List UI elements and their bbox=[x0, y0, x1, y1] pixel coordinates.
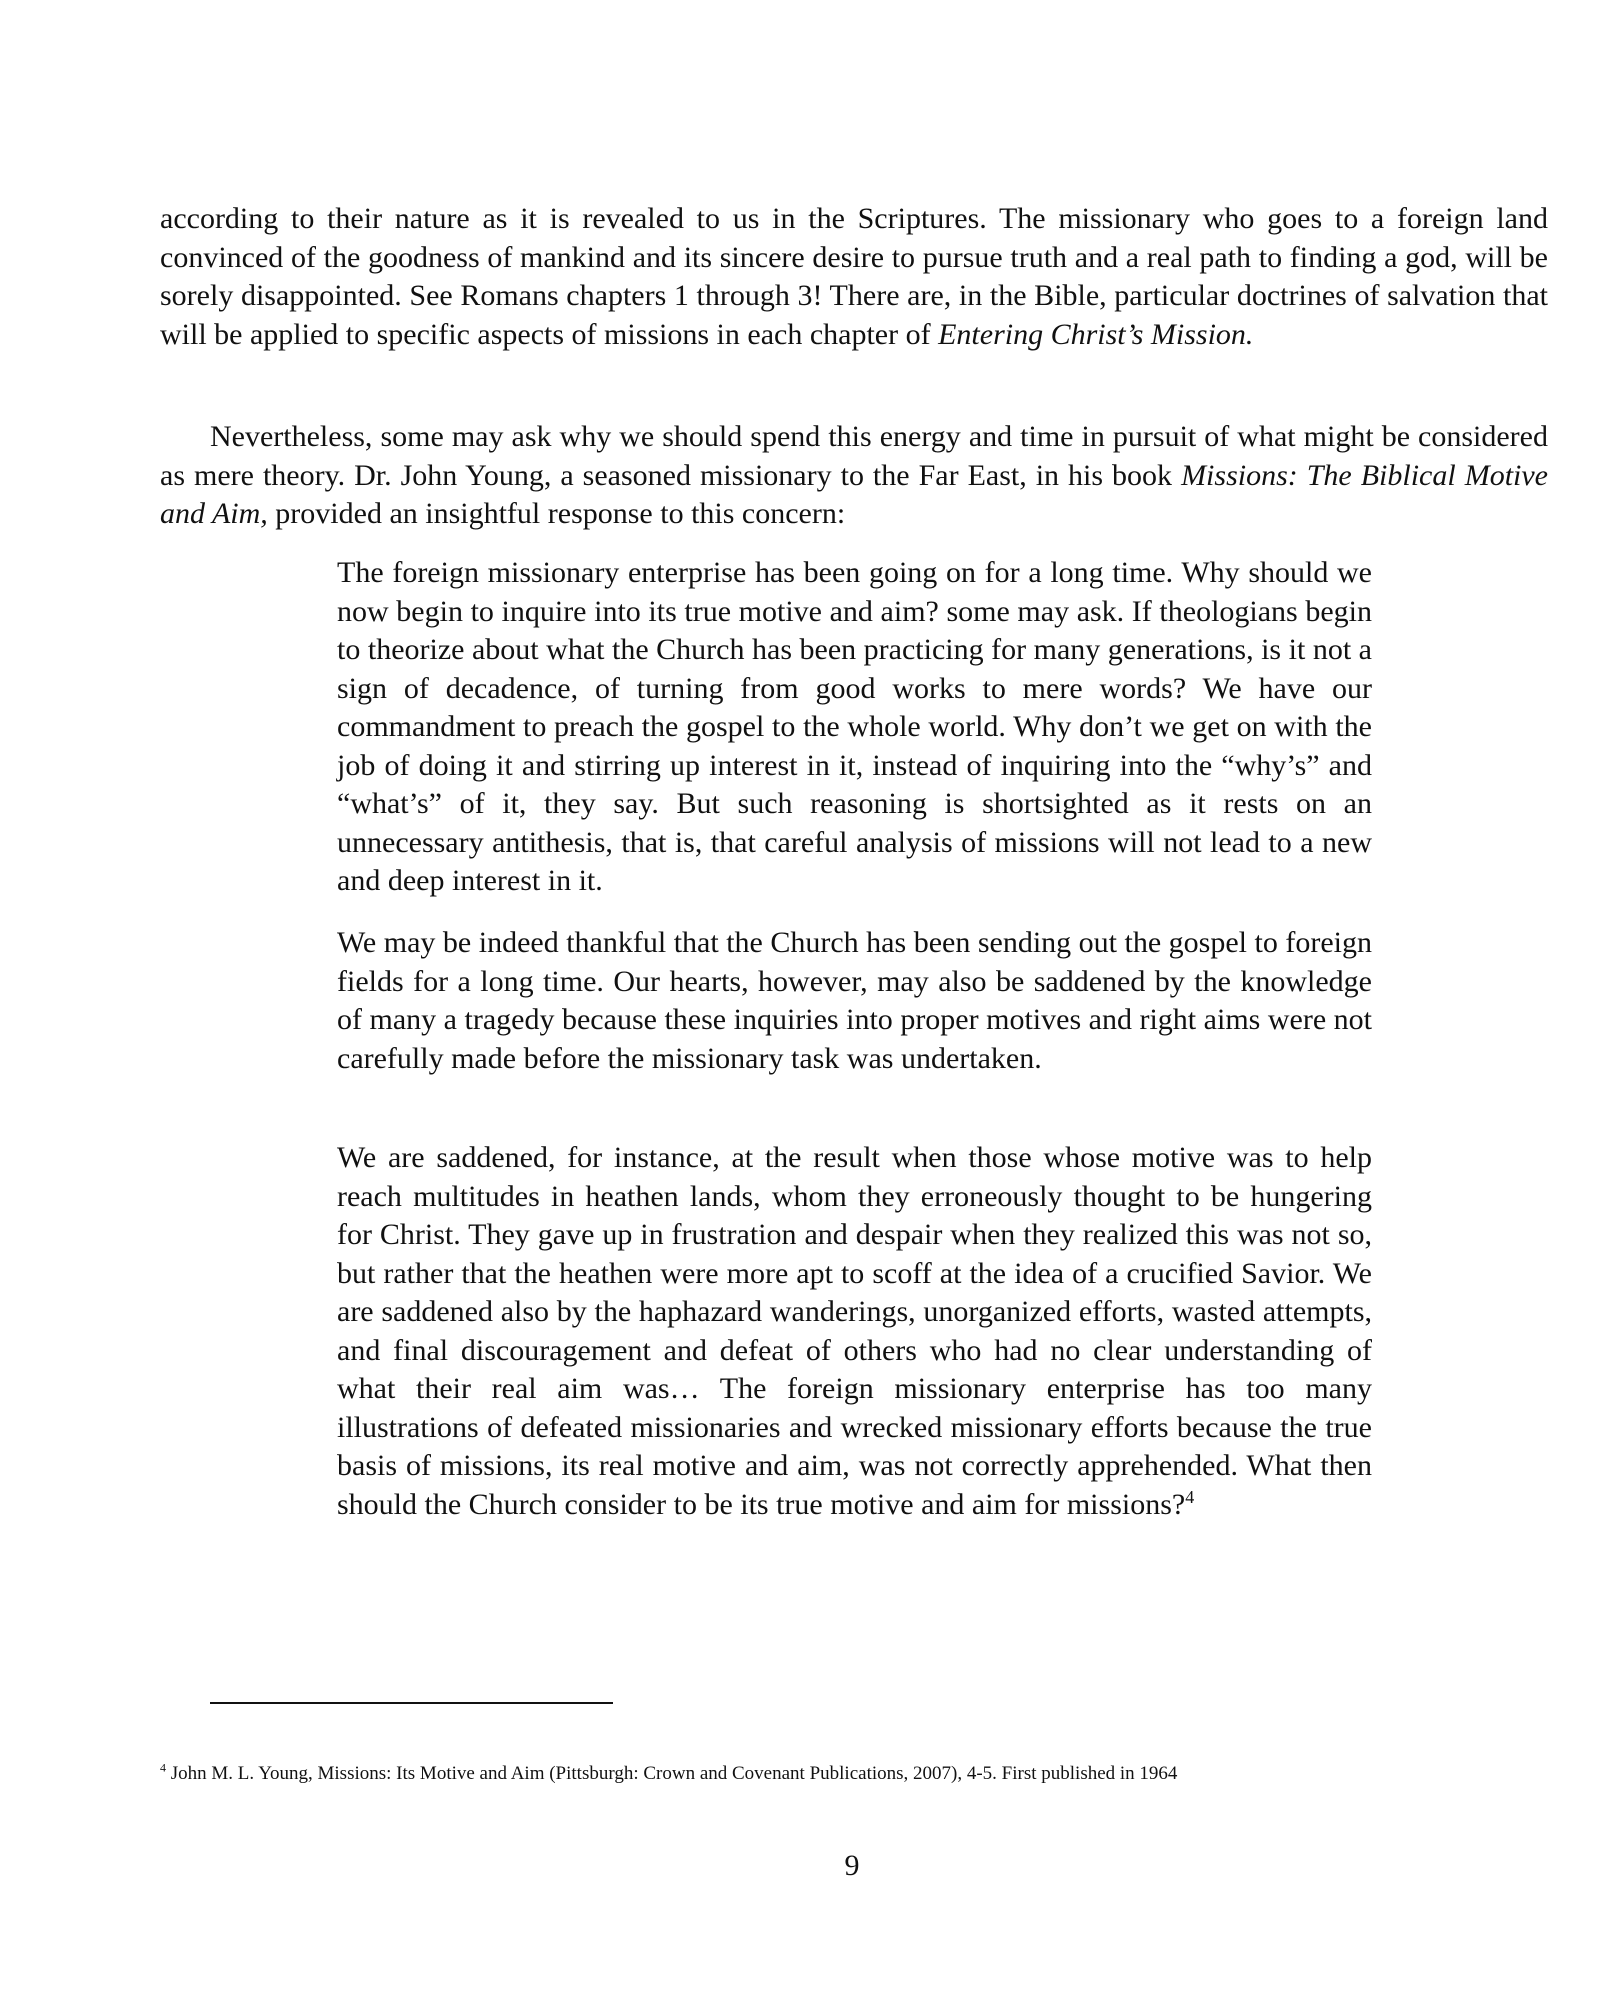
paragraph-2-text-after: provided an insightful response to this concern: bbox=[267, 497, 846, 530]
footnote bbox=[160, 1762, 1560, 1786]
paragraph-2-book-title: Missions: The Biblical Motive and Aim, bbox=[160, 458, 1548, 530]
footnote-separator bbox=[210, 1702, 613, 1704]
paragraph-1-text: according to their nature as it is revealed to us in the Scriptures. The missionary who goes to a foreign land convinced of the goodness of mankind and its sincere desire to pursue truth and a real path to finding a god, will be sorely disappointed. See Romans chapters 1 through 3! There are, in the Bible, particular doctrines of salvation that will be applied to specific aspects of missions in each chapter of bbox=[160, 202, 1548, 351]
paragraph-2-text: Nevertheless, some may ask why we should spend this energy and time in pursuit of what might be considered as mere theory. Dr. John Young, a seasoned missionary to the Far East, in his book bbox=[160, 420, 1548, 492]
body-paragraph-2 bbox=[160, 418, 1548, 534]
block-quote-paragraph-3 bbox=[337, 1139, 1372, 1524]
block-quote-paragraph-2: We may be indeed thankful that the Church has been sending out the gospel to foreign fields for a long time. Our hearts, however, may also be saddened by the knowledge of many a tragedy because these inquiries into proper motives and right aims were not carefully made before the missionary task was undertaken. bbox=[337, 926, 1372, 1075]
footnote-text: John M. L. Young, Missions: Its Motive and Aim (Pittsburgh: Crown and Covenant Publications, 2007), 4-5. First published in 1964 bbox=[170, 1763, 1178, 1784]
paragraph-1-book-title: Entering Christ’s Mission. bbox=[938, 317, 1254, 351]
footnote-marker: 4 bbox=[160, 1760, 166, 1775]
page-number: 9 bbox=[844, 1849, 860, 1882]
block-quote-paragraph-3-text: We are saddened, for instance, at the result when those whose motive was to help reach multitudes in heathen lands, whom they erroneously thought to be hungering for Christ. They gave up in frustration and despair when they realized this was not so, but rather that the heathen were more apt to scoff at the idea of a crucified Savior. We are saddened also by the haphazard wanderings, unorganized efforts, wasted attempts, and final discouragement and defeat of others who had no clear understanding of what their real aim was… The foreign missionary enterprise has too many illustrations of defeated missionaries and wrecked missionary efforts because the true basis of missions, its real motive and aim, was not correctly apprehended. What then should the Church consider to be its true motive and aim for missions? bbox=[337, 1141, 1372, 1521]
body-paragraph-1 bbox=[160, 200, 1548, 354]
footnote-reference[interactable]: 4 bbox=[1185, 1486, 1195, 1507]
block-quote-paragraph-1: The foreign missionary enterprise has been going on for a long time. Why should we now begin to inquire into its true motive and aim? some may ask. If theologians begin to theorize about what the Church has been practicing for many generations, is it not a sign of decadence, of turning from good works to mere words? We have our commandment to preach the gospel to the whole world. Why don’t we get on with the job of doing it and stirring up interest in it, instead of inquiring into the “why’s” and “what’s” of it, they say. But such reasoning is shortsighted as it rests on an unnecessary antithesis, that is, that careful analysis of missions will not lead to a new and deep interest in it. bbox=[337, 556, 1372, 897]
